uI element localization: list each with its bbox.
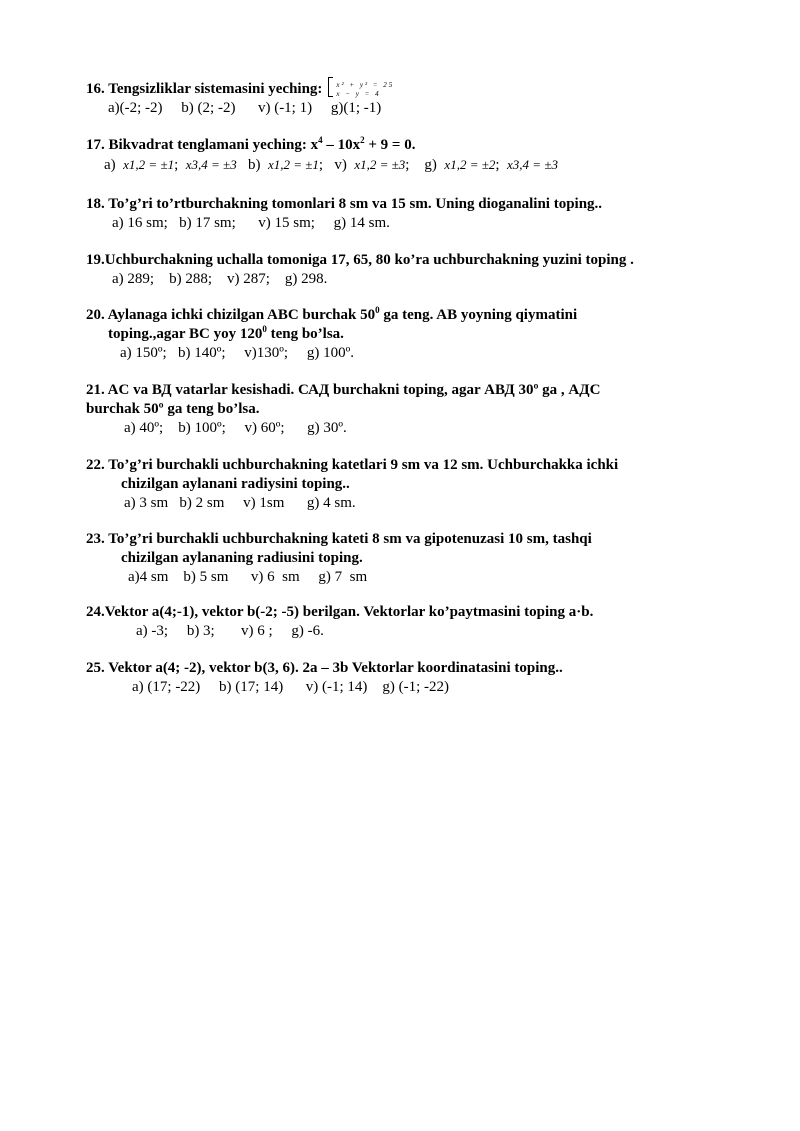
question-21-text: 21. AC va ВД vatarlar kesishadi. САД burchakni toping, agar АВД 30º ga , АДС <box>86 382 601 398</box>
option-a-root2: x3,4 = ±3 <box>185 157 237 172</box>
option-g-root2: x3,4 = ±3 <box>507 157 558 172</box>
question-24-text: 24.Vektor a(4;-1), vektor b(-2; -5) berilgan. Vektorlar ko’paytmasini toping a·b. <box>86 604 594 620</box>
question-21-answers: a) 40º; b) 100º; v) 60º; g) 30º. <box>124 420 347 436</box>
question-22-text-line2: chizilgan aylanani radiysini toping.. <box>121 476 350 492</box>
question-25-text: 25. Vektor a(4; -2), vektor b(3, 6). 2a – 3b Vektorlar koordinatasini toping.. <box>86 660 563 676</box>
question-25-answers: a) (17; -22) b) (17; 14) v) (-1; 14) g) (-1; -22) <box>132 679 449 695</box>
option-b-label: b) <box>247 157 261 173</box>
question-16-text: 16. Tengsizliklar sistemasini yeching: x² + y² = 25 x − y = 4 <box>86 80 726 99</box>
question-16-answers: a)(-2; -2) b) (2; -2) v) (-1; 1) g)(1; -1) <box>108 100 382 116</box>
question-23 <box>86 530 726 587</box>
question-19-answers: a) 289; b) 288; v) 287; g) 298. <box>112 271 328 287</box>
question-20-answers: a) 150º; b) 140º; v)130º; g) 100º. <box>120 345 354 361</box>
equation-system: x² + y² = 25 x − y = 4 <box>328 75 404 97</box>
question-20-text-line2: toping.,agar BC yoy $120^0$ teng bo’lsa. <box>108 324 344 342</box>
question-21-text-line2: burchak 50º ga teng bo’lsa. <box>86 401 260 417</box>
question-20 <box>86 306 726 363</box>
option-g-root1: x1,2 = ±2 <box>444 157 496 172</box>
question-21 <box>86 381 726 438</box>
question-18-text: 18. To’g’ri to’rtburchakning tomonlari 8 sm va 15 sm. Uning dioganalini toping.. <box>86 196 603 212</box>
option-a-root1: x1,2 = ±1 <box>123 157 175 172</box>
question-17-text: 17. Bikvadrat tenglamani yeching: $x^4 - 10x^2 + 9 = 0$. <box>86 135 416 153</box>
question-16 <box>86 80 726 118</box>
question-17-answers: a) x1,2 = ±1; x3,4 = ±3 b) x1,2 = ±1; v) x1,2 = ±3; g) x1,2 = ±2; x3,4 = ±3 <box>104 157 558 173</box>
question-22-text: 22. To’g’ri burchakli uchburchakning katetlari 9 sm va 12 sm. Uchburchakka ichki <box>86 457 619 473</box>
question-17 <box>86 136 726 175</box>
question-18-answers: a) 16 sm; b) 17 sm; v) 15 sm; g) 14 sm. <box>112 215 390 231</box>
question-23-answers: a)4 sm b) 5 sm v) 6 sm g) 7 sm <box>128 569 368 585</box>
question-22-answers: a) 3 sm b) 2 sm v) 1sm g) 4 sm. <box>124 495 356 511</box>
question-24-answers: a) -3; b) 3; v) 6 ; g) -6. <box>136 623 324 639</box>
question-23-text-line2: chizilgan aylananing radiusini toping. <box>121 550 363 566</box>
question-20-text: 20. Aylanaga ichki chizilgan ABC burchak $50^0$ ga teng. AB yoyning qiymatini <box>86 305 578 323</box>
question-22 <box>86 456 726 513</box>
option-v-label: v) <box>334 157 347 173</box>
question-18 <box>86 195 726 233</box>
question-25 <box>86 659 726 697</box>
question-19 <box>86 251 726 289</box>
option-v-root1: x1,2 = ±3 <box>354 157 406 172</box>
option-a-label: a) <box>104 157 116 173</box>
option-g-label: g) <box>424 157 437 173</box>
question-23-text: 23. To’g’ri burchakli uchburchakning kateti 8 sm va gipotenuzasi 10 sm, tashqi <box>86 531 592 547</box>
option-b-root1: x1,2 = ±1 <box>267 157 319 172</box>
question-24 <box>86 603 726 641</box>
question-19-text: 19.Uchburchakning uchalla tomoniga 17, 65, 80 ko’ra uchburchakning yuzini toping . <box>86 252 634 268</box>
